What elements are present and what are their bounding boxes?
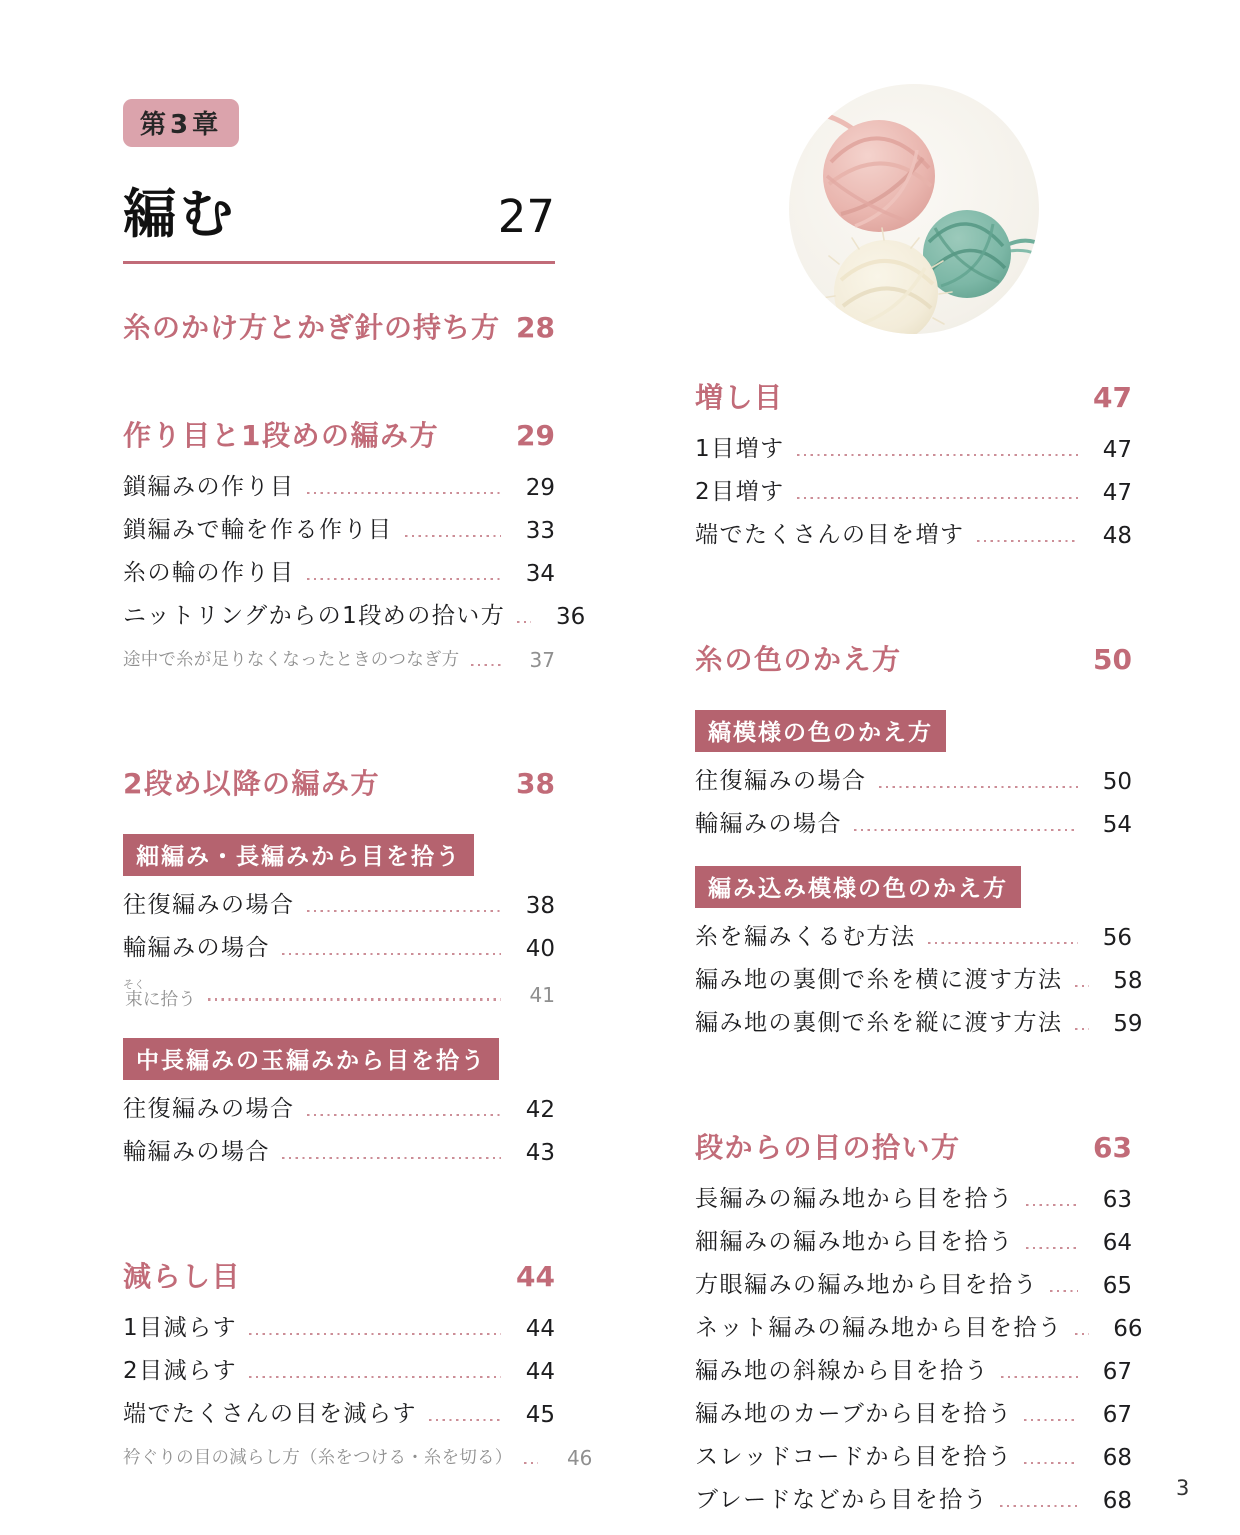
toc-item (123, 646, 555, 674)
subsection-badge: 細編み・長編みから目を拾う (123, 834, 474, 876)
toc-item-page: 47 (1102, 480, 1132, 506)
section-page-number: 29 (516, 419, 555, 452)
toc-item (695, 1272, 1132, 1300)
dotted-leader (208, 998, 501, 1000)
toc-item-page: 38 (525, 893, 555, 919)
toc-item (695, 924, 1132, 952)
toc-item-page: 68 (1102, 1488, 1132, 1514)
toc-item-label: 端でたくさんの目を増す (695, 522, 965, 549)
toc-item-label: 糸を編みくるむ方法 (695, 924, 916, 951)
dotted-leader (429, 1419, 501, 1421)
toc-item (695, 1358, 1132, 1386)
toc-item-label: スレッドコードから目を拾う (695, 1444, 1013, 1471)
section-page-number: 63 (1093, 1131, 1132, 1164)
dotted-leader (471, 664, 501, 666)
section-heading (695, 638, 1132, 678)
toc-item (695, 1186, 1132, 1214)
dotted-leader (879, 786, 1079, 788)
right-column (695, 84, 1143, 1530)
toc-item (123, 978, 555, 1011)
toc-item-label: 編み地の裏側で糸を縦に渡す方法 (695, 1010, 1063, 1037)
dotted-leader (282, 1157, 501, 1159)
section-heading (695, 1126, 1132, 1166)
toc-item-page: 68 (1102, 1445, 1132, 1471)
section-heading (123, 414, 555, 454)
toc-item-label: 鎖編みの作り目 (123, 474, 295, 501)
dotted-leader (517, 621, 531, 623)
toc-item-label: 長編みの編み地から目を拾う (695, 1186, 1014, 1213)
left-column (123, 99, 593, 1487)
toc-item (123, 474, 555, 502)
toc-item (123, 1444, 593, 1472)
dotted-leader (1075, 985, 1089, 987)
toc-item-page: 46 (566, 1446, 593, 1470)
toc-item (695, 1010, 1143, 1038)
dotted-leader (1001, 1376, 1078, 1378)
toc-item-label: 往復編みの場合 (695, 768, 867, 795)
toc-item-label: 往復編みの場合 (123, 892, 295, 919)
toc-item (123, 1358, 555, 1386)
dotted-leader (307, 910, 502, 912)
section-title: 段からの目の拾い方 (695, 1131, 961, 1164)
yarn-balls-photo (789, 84, 1039, 338)
dotted-leader (307, 578, 502, 580)
dotted-leader (249, 1333, 501, 1335)
chapter-title: 編む (123, 184, 237, 245)
subsection-badge: 縞模様の色のかえ方 (695, 710, 946, 752)
toc-item-label: 往復編みの場合 (123, 1096, 295, 1123)
toc-item-label: 輪編みの場合 (123, 1139, 270, 1166)
toc-item-label: 2目減らす (123, 1358, 238, 1385)
toc-item-page: 42 (525, 1097, 555, 1123)
section-page-number: 44 (516, 1260, 555, 1293)
toc-item-page: 41 (529, 982, 555, 1007)
toc-item (695, 436, 1132, 464)
toc-section (123, 762, 555, 1167)
section-heading (123, 1255, 555, 1295)
yarn-balls-photo-image (789, 84, 1039, 334)
toc-item-page: 33 (525, 518, 555, 544)
toc-item-label: 輪編みの場合 (695, 811, 842, 838)
chapter-page-number: 27 (497, 190, 555, 243)
toc-item (123, 1139, 555, 1167)
toc-item-page: 65 (1102, 1273, 1132, 1299)
dotted-leader (1026, 1204, 1079, 1206)
toc-item-label: ブレードなどから目を拾う (695, 1487, 989, 1514)
toc-item-label: ニットリングからの1段めの拾い方 (123, 603, 506, 630)
section-heading (123, 762, 555, 802)
section-title: 糸の色のかえ方 (695, 643, 902, 676)
toc-item-page: 43 (525, 1140, 555, 1166)
dotted-leader (797, 454, 1078, 456)
subsection-badge: 中長編みの玉編みから目を拾う (123, 1038, 499, 1080)
toc-item-page: 66 (1113, 1316, 1143, 1342)
dotted-leader (928, 942, 1079, 944)
section-title: 2段め以降の編み方 (123, 767, 380, 800)
toc-item-label: 束そくに拾う (123, 978, 196, 1010)
toc-item (123, 603, 586, 631)
section-page-number: 47 (1093, 381, 1132, 414)
dotted-leader (797, 497, 1078, 499)
section-title: 作り目と1段めの編み方 (123, 419, 439, 452)
toc-item-page: 29 (525, 475, 555, 501)
dotted-leader (1000, 1505, 1078, 1507)
toc-item (123, 517, 555, 545)
section-title: 増し目 (695, 381, 784, 414)
toc-item-page: 44 (525, 1316, 555, 1342)
toc-item (123, 560, 555, 588)
toc-item-label: 編み地の裏側で糸を横に渡す方法 (695, 967, 1063, 994)
dotted-leader (282, 953, 501, 955)
toc-item-label: 1目減らす (123, 1315, 238, 1342)
toc-item-label: 方眼編みの編み地から目を拾う (695, 1272, 1038, 1299)
chapter-underline (123, 261, 555, 264)
toc-item (695, 811, 1132, 839)
left-sections (123, 414, 593, 1472)
intro-entry-label: 糸のかけ方とかぎ針の持ち方 (123, 311, 501, 344)
dotted-leader (854, 829, 1078, 831)
page-folio: 3 (1176, 1476, 1190, 1500)
toc-item-label: ネット編みの編み地から目を拾う (695, 1315, 1063, 1342)
toc-item-label: 細編みの編み地から目を拾う (695, 1229, 1014, 1256)
toc-item (695, 1444, 1132, 1472)
toc-item (123, 1401, 555, 1429)
toc-item-label: 端でたくさんの目を減らす (123, 1401, 417, 1428)
toc-item-label: 糸の輪の作り目 (123, 560, 295, 587)
toc-item-page: 64 (1102, 1230, 1132, 1256)
toc-item-label: 編み地のカーブから目を拾う (695, 1401, 1013, 1428)
dotted-leader (1026, 1247, 1079, 1249)
toc-item-page: 48 (1102, 523, 1132, 549)
toc-item-page: 59 (1113, 1011, 1143, 1037)
toc-item (123, 1096, 555, 1124)
dotted-leader (1024, 1462, 1078, 1464)
section-page-number: 38 (516, 767, 555, 800)
toc-section (695, 376, 1132, 550)
dotted-leader (307, 492, 502, 494)
toc-item (123, 1315, 555, 1343)
dotted-leader (405, 535, 502, 537)
toc-item-page: 34 (525, 561, 555, 587)
dotted-leader (307, 1114, 502, 1116)
section-page-number: 50 (1093, 643, 1132, 676)
toc-item-page: 67 (1102, 1402, 1132, 1428)
chapter-title-row (123, 172, 555, 248)
section-title: 減らし目 (123, 1260, 242, 1293)
toc-section (695, 638, 1143, 1038)
subsection-badge: 編み込み模様の色のかえ方 (695, 866, 1021, 908)
intro-entry (123, 306, 555, 346)
toc-item (695, 967, 1143, 995)
toc-item (123, 935, 555, 963)
toc-item-page: 44 (525, 1359, 555, 1385)
toc-item-page: 47 (1102, 437, 1132, 463)
toc-section (695, 1126, 1143, 1515)
right-sections (695, 376, 1143, 1515)
toc-item (695, 479, 1132, 507)
section-heading (695, 376, 1132, 416)
dotted-leader (1075, 1028, 1089, 1030)
dotted-leader (524, 1462, 538, 1464)
toc-item-label: 衿ぐりの目の減らし方（糸をつける・糸を切る） (123, 1447, 513, 1468)
chapter-badge: 第3章 (123, 99, 239, 147)
toc-item-page: 54 (1102, 812, 1132, 838)
toc-item (695, 1315, 1143, 1343)
toc-section (123, 414, 586, 674)
dotted-leader (1075, 1333, 1089, 1335)
toc-item-page: 37 (529, 648, 555, 672)
toc-item-page: 36 (555, 604, 586, 630)
toc-item (695, 522, 1132, 550)
toc-item (695, 1401, 1132, 1429)
intro-entry-page: 28 (516, 311, 555, 344)
toc-item-page: 56 (1102, 925, 1132, 951)
toc-item-label: 鎖編みで輪を作る作り目 (123, 517, 393, 544)
dotted-leader (1024, 1419, 1078, 1421)
toc-item-page: 63 (1102, 1187, 1132, 1213)
toc-section (123, 1255, 593, 1472)
toc-item (123, 892, 555, 920)
dotted-leader (1050, 1290, 1078, 1292)
toc-item-page: 45 (525, 1402, 555, 1428)
toc-item-ruby: 束そく (123, 978, 145, 1010)
dotted-leader (249, 1376, 501, 1378)
dotted-leader (977, 540, 1079, 542)
toc-item-page: 67 (1102, 1359, 1132, 1385)
toc-item (695, 1487, 1132, 1515)
toc-item-page: 50 (1102, 769, 1132, 795)
toc-item-page: 40 (525, 936, 555, 962)
toc-item (695, 1229, 1132, 1257)
toc-item-label: 編み地の斜線から目を拾う (695, 1358, 989, 1385)
toc-item-page: 58 (1113, 968, 1143, 994)
toc-item-label: 1目増す (695, 436, 785, 463)
toc-item-label: 輪編みの場合 (123, 935, 270, 962)
toc-item (695, 768, 1132, 796)
toc-item-label: 2目増す (695, 479, 785, 506)
toc-item-label: 途中で糸が足りなくなったときのつなぎ方 (123, 649, 460, 670)
